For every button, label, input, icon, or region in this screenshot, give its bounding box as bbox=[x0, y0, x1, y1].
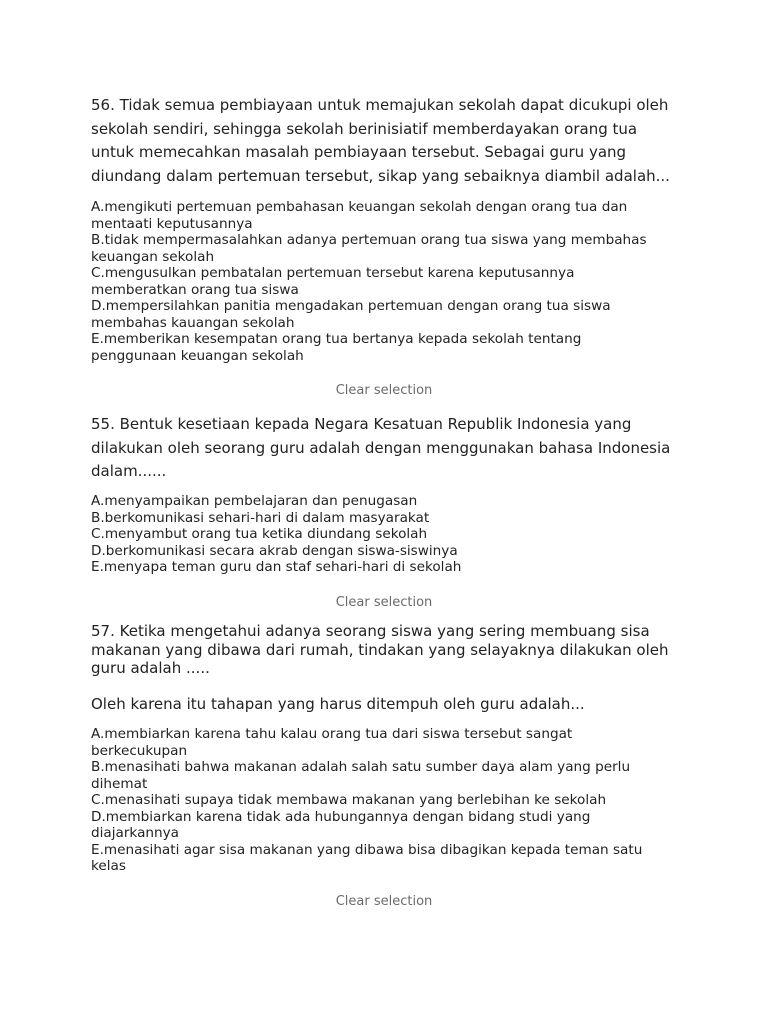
question-text: 56. Tidak semua pembiayaan untuk memajukan sekolah dapat dicukupi oleh sekolah sendiri, sehingga sekolah berinisiatif memberdayakan orang tua untuk memecahkan masalah pembiayaan tersebut. Sebagai guru yang diundang dalam pertemuan tersebut, sikap yang sebaiknya diambil adalah... bbox=[91, 96, 670, 185]
clear-selection-button[interactable]: Clear selection bbox=[335, 595, 433, 610]
option-d[interactable]: D.berkomunikasi secara akrab dengan siswa-siswinya bbox=[91, 542, 458, 559]
option-b[interactable]: B.menasihati bahwa makanan adalah salah satu sumber daya alam yang perlu dihemat bbox=[91, 759, 631, 792]
question-subtext: Oleh karena itu tahapan yang harus ditempuh oleh guru adalah... bbox=[91, 694, 585, 713]
option-e[interactable]: E.menasihati agar sisa makanan yang dibawa bisa dibagikan kepada teman satu kelas bbox=[91, 841, 643, 874]
question-55 bbox=[91, 413, 691, 484]
option-b[interactable]: B.berkomunikasi sehari-hari di dalam masyarakat bbox=[91, 509, 430, 526]
question-56 bbox=[91, 94, 691, 188]
question-text: 55. Bentuk kesetiaan kepada Negara Kesatuan Republik Indonesia yang dilakukan oleh seorang guru adalah dengan menggunakan bahasa Indonesia dalam...... bbox=[91, 415, 671, 480]
option-a[interactable]: A.menyampaikan pembelajaran dan penugasan bbox=[91, 493, 418, 509]
question-text: 57. Ketika mengetahui adanya seorang siswa yang sering membuang sisa makanan yang dibawa dari rumah, tindakan yang selayaknya dilakukan oleh guru adalah ..... bbox=[91, 622, 669, 677]
question-56-options bbox=[91, 199, 691, 364]
option-e[interactable]: E.memberikan kesempatan orang tua bertanya kepada sekolah tentang penggunaan keuangan sekolah bbox=[91, 331, 582, 364]
clear-selection-button[interactable]: Clear selection bbox=[335, 894, 433, 909]
option-b[interactable]: B.tidak mempermasalahkan adanya pertemuan orang tua siswa yang membahas keuangan sekolah bbox=[91, 232, 647, 265]
option-list bbox=[91, 199, 691, 364]
option-c[interactable]: C.menyambut orang tua ketika diundang sekolah bbox=[91, 526, 428, 542]
option-list bbox=[91, 493, 691, 576]
option-a[interactable]: A.mengikuti pertemuan pembahasan keuangan sekolah dengan orang tua dan mentaati keputusannya bbox=[91, 199, 628, 232]
option-list bbox=[91, 726, 691, 875]
option-d[interactable]: D.mempersilahkan panitia mengadakan pertemuan dengan orang tua siswa membahas kauangan sekolah bbox=[91, 298, 611, 331]
question-57 bbox=[91, 622, 691, 714]
question-55-options bbox=[91, 493, 691, 576]
option-a[interactable]: A.membiarkan karena tahu kalau orang tua dari siswa tersebut sangat berkecukupan bbox=[91, 726, 573, 759]
option-e[interactable]: E.menyapa teman guru dan staf sehari-hari di sekolah bbox=[91, 559, 462, 575]
option-c[interactable]: C.mengusulkan pembatalan pertemuan tersebut karena keputusannya memberatkan orang tua siswa bbox=[91, 265, 575, 298]
question-57-options bbox=[91, 726, 691, 875]
option-d[interactable]: D.membiarkan karena tidak ada hubungannya dengan bidang studi yang diajarkannya bbox=[91, 808, 591, 841]
clear-selection-button[interactable]: Clear selection bbox=[335, 383, 433, 398]
option-c[interactable]: C.menasihati supaya tidak membawa makanan yang berlebihan ke sekolah bbox=[91, 792, 607, 808]
